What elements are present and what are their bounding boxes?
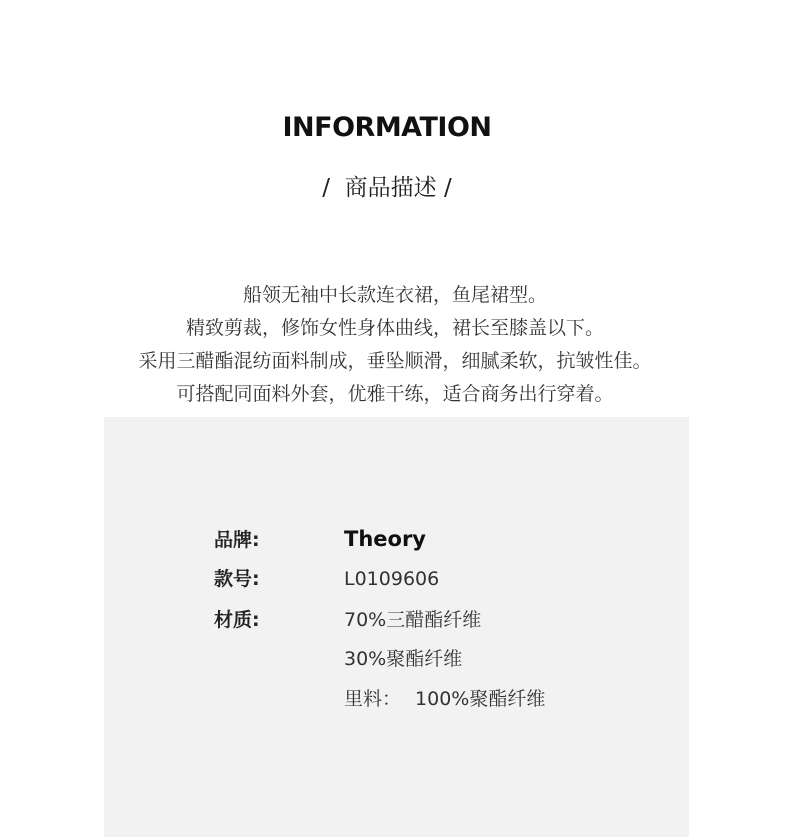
description-line: 可搭配同面料外套，优雅干练，适合商务出行穿着。 [176,383,614,405]
brand-label: 品牌: [214,529,260,551]
material-value: 70%三醋酯纤维 [344,609,482,631]
page-title: INFORMATION [282,112,492,143]
material-row-2 [214,644,462,671]
style-number-label: 款号: [214,568,260,590]
material-row [214,605,481,632]
description-line: 船领无袖中长款连衣裙，鱼尾裙型。 [242,284,547,306]
product-info-panel [104,417,689,837]
description-line: 采用三醋酯混纺面料制成，垂坠顺滑，细腻柔软，抗皱性佳。 [138,350,652,372]
brand-value: Theory [344,527,426,551]
material-label: 材质: [214,609,260,631]
lining-label: 里料： [344,688,402,710]
lining-info [344,684,545,711]
style-number-value: L0109606 [344,568,440,590]
material-value: 30%聚酯纤维 [344,648,463,670]
lining-row [214,684,545,711]
description-line: 精致剪裁，修饰女性身体曲线，裙长至膝盖以下。 [185,317,604,339]
style-number-row [214,564,439,591]
lining-value: 100%聚酯纤维 [415,688,546,710]
brand-row [214,525,426,552]
product-description [0,279,790,411]
section-subtitle: / 商品描述 / [322,175,452,201]
